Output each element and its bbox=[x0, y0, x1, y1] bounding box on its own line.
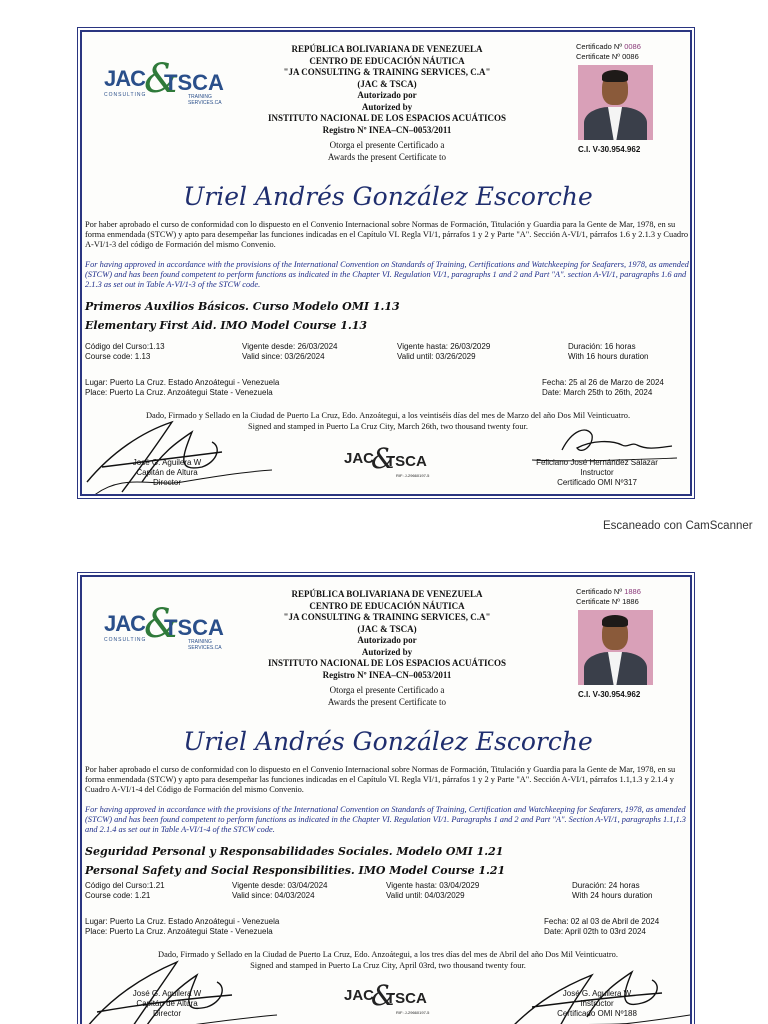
stamp-jac: JAC bbox=[344, 450, 375, 467]
jac-tsca-logo bbox=[104, 603, 234, 653]
header-line: Autorizado por bbox=[357, 635, 417, 645]
header-line: Awards the present Certificate to bbox=[327, 151, 447, 162]
valid-from-es: Vigente desde: 26/03/2024 bbox=[242, 342, 338, 351]
header-line: Otorga el presente Certificado a bbox=[329, 140, 445, 150]
place-en: Place: Puerto La Cruz. Anzoátegui State - Venezuela bbox=[85, 388, 273, 397]
logo-subtitle-left: CONSULTING bbox=[104, 92, 147, 98]
date bbox=[544, 917, 659, 937]
valid-until bbox=[397, 342, 490, 362]
valid-from-es: Vigente desde: 03/04/2024 bbox=[232, 881, 328, 890]
place bbox=[85, 917, 279, 937]
duration-es: Duración: 24 horas bbox=[572, 881, 640, 890]
stamp-rif: RIF: J-29660197-5 bbox=[396, 473, 430, 478]
stamp-ampersand: & bbox=[371, 442, 396, 475]
header-line: CENTRO DE EDUCACIÓN NÁUTICA bbox=[309, 600, 465, 611]
given-statement-en: Signed and stamped in Puerto La Cruz City, April 03rd, two thousand twenty four. bbox=[250, 961, 526, 970]
course-code bbox=[85, 881, 165, 901]
stamp-ampersand: & bbox=[371, 979, 396, 1012]
stamp-rif: RIF: J-29660197-5 bbox=[396, 1010, 430, 1015]
valid-until-es: Vigente hasta: 03/04/2029 bbox=[386, 881, 480, 890]
logo-ampersand: & bbox=[144, 601, 180, 647]
valid-from-en: Valid since: 04/03/2024 bbox=[232, 891, 315, 900]
camscanner-watermark: Escaneado con CamScanner bbox=[603, 520, 753, 532]
logo-subtitle-right: TRAINING SERVICES.CA bbox=[188, 639, 222, 651]
header-line: (JAC & TSCA) bbox=[357, 623, 417, 634]
header-line: INSTITUTO NACIONAL DE LOS ESPACIOS ACUÁTICOS bbox=[268, 658, 506, 668]
certificate-label: Certificado Nº bbox=[576, 42, 623, 51]
logo-subtitle-right: TRAINING SERVICES.CA bbox=[188, 94, 222, 106]
valid-from bbox=[242, 342, 338, 362]
signature-instructor bbox=[512, 989, 682, 1019]
stamp-logo bbox=[344, 442, 440, 482]
certificate bbox=[80, 575, 692, 1024]
date-es: Fecha: 25 al 26 de Marzo de 2024 bbox=[542, 378, 664, 387]
header-line: Autorized by bbox=[361, 646, 413, 657]
signature-instructor bbox=[512, 458, 682, 488]
header-line: "JA CONSULTING & TRAINING SERVICES, C.A" bbox=[283, 612, 491, 622]
recipient-name: Uriel Andrés González Escorche bbox=[183, 727, 593, 756]
logo-tsca-text: TSCA bbox=[164, 70, 224, 95]
certificate-label-en: Certificate Nº 1886 bbox=[576, 596, 639, 606]
place-es: Lugar: Puerto La Cruz. Estado Anzoátegui - Venezuela bbox=[85, 378, 280, 387]
given-statement bbox=[82, 410, 692, 432]
course-title-english: Personal Safety and Social Responsibilities. IMO Model Course 1.21 bbox=[85, 864, 506, 877]
signer-role: Instructor bbox=[580, 468, 614, 477]
duration bbox=[572, 881, 653, 901]
statement-spanish: Por haber aprobado el curso de conformidad con lo dispuesto en el Convenio Internacional sobre Normas de Formación, Titulación y Guardia para la Gente de Mar, 1978, en su forma enmendada (STCW) y apto para desempeñar las funciones indicadas en el Capítulo VI. Regla VI/1, párrafos 1 y 2 y Parte "A". Sección A-VI/1, párrafos 1.6 y 2.1.3 y Cuadro A-VI/1-3 del código de Formación del mismo Convenio. bbox=[85, 220, 689, 250]
header-line: Otorga el presente Certificado a bbox=[329, 685, 445, 695]
stamp-tsca: TSCA bbox=[386, 990, 427, 1007]
statement-spanish: Por haber aprobado el curso de conformidad con lo dispuesto en el Convenio Internacional sobre Normas de Formación, Titulación y Guardia para la Gente de Mar, 1978, en su forma enmendada (STCW) y apto para desempeñar las funciones indicadas en el Capítulo VI. Regla VI/1, párrafos 1 y 2 y Parte "A". Sección A-VI/1, párrafos 1.1,1.3 y 2.1.4 y Cuadro A-VI/1-4 del Código de Formación del mismo Convenio. bbox=[85, 765, 676, 795]
signature-director bbox=[102, 458, 232, 488]
header-line: Registro Nº INEA–CN–0053/2011 bbox=[322, 669, 452, 680]
certificate-label-en: Certificate Nº 0086 bbox=[576, 51, 639, 61]
given-statement-es: Dado, Firmado y Sellado en la Ciudad de Puerto La Cruz, Edo. Anzoátegui, a los veintiséis días del mes de Marzo del año Dos Mil Veinticuatro. bbox=[145, 411, 631, 420]
valid-until-en: Valid until: 04/03/2029 bbox=[386, 891, 465, 900]
certificate-header bbox=[252, 44, 522, 163]
header-line: Registro Nº INEA–CN–0053/2011 bbox=[322, 124, 452, 135]
signature-director bbox=[102, 989, 232, 1019]
course-code-en: Course code: 1.13 bbox=[85, 352, 151, 361]
logo-subtitle-left: CONSULTING bbox=[104, 637, 147, 643]
given-statement bbox=[82, 949, 692, 971]
course-code-en: Course code: 1.21 bbox=[85, 891, 151, 900]
header-line: REPÚBLICA BOLIVARIANA DE VENEZUELA bbox=[291, 44, 483, 54]
signer-title: Director bbox=[152, 478, 181, 487]
given-statement-en: Signed and stamped in Puerto La Cruz City, March 26th, two thousand twenty four. bbox=[248, 422, 528, 431]
statement-english: For having approved in accordance with the provisions of the International Convention on Standards of Training, Certification and Watchkeeping for Seafarers, 1978, as amended (STCW) and has been found competent to perform functions as indicated in the Chapter VI. Regulation VI/1. Paragraphs 1 and 2 and Part "A". Section A-VI/1, paragraphs 1.1,1.3 and 2.1.4 as set out in Table A-VI/1-4 of the STCW code. bbox=[85, 805, 686, 835]
header-line: (JAC & TSCA) bbox=[357, 78, 417, 89]
valid-until-es: Vigente hasta: 26/03/2029 bbox=[397, 342, 491, 351]
course-title-spanish: Seguridad Personal y Responsabilidades Sociales. Modelo OMI 1.21 bbox=[85, 845, 504, 858]
place-en: Place: Puerto La Cruz. Anzoátegui State - Venezuela bbox=[85, 927, 273, 936]
certificate-header bbox=[252, 589, 522, 708]
stamp-jac: JAC bbox=[344, 987, 375, 1004]
stamp-tsca: TSCA bbox=[386, 453, 427, 470]
signer-name: José G. Aguilera W bbox=[562, 989, 632, 998]
logo-jac-text: JAC bbox=[104, 66, 146, 91]
jac-tsca-logo bbox=[104, 58, 234, 108]
valid-until-en: Valid until: 03/26/2029 bbox=[397, 352, 476, 361]
course-code bbox=[85, 342, 165, 362]
id-number: C.I. V-30.954.962 bbox=[578, 690, 641, 699]
header-line: Awards the present Certificate to bbox=[327, 696, 447, 707]
date-en: Date: March 25th to 26th, 2024 bbox=[542, 388, 653, 397]
course-code-es: Código del Curso:1.21 bbox=[85, 881, 165, 890]
course-title-spanish: Primeros Auxilios Básicos. Curso Modelo OMI 1.13 bbox=[85, 300, 400, 313]
signer-name: José G. Aguilera W bbox=[132, 458, 202, 467]
place bbox=[85, 378, 279, 398]
duration-en: With 24 hours duration bbox=[572, 891, 653, 900]
place-es: Lugar: Puerto La Cruz. Estado Anzoátegui - Venezuela bbox=[85, 917, 280, 926]
recipient-name: Uriel Andrés González Escorche bbox=[183, 182, 593, 211]
valid-from-en: Valid since: 03/26/2024 bbox=[242, 352, 325, 361]
duration-es: Duración: 16 horas bbox=[568, 342, 636, 351]
date-en: Date: April 02th to 03rd 2024 bbox=[544, 927, 646, 936]
certificate-number-block bbox=[576, 587, 686, 606]
signer-name: José G. Aguilera W bbox=[132, 989, 202, 998]
holder-photo bbox=[578, 610, 653, 685]
valid-until bbox=[386, 881, 479, 901]
logo-jac-text: JAC bbox=[104, 611, 146, 636]
signer-title: Director bbox=[152, 1009, 181, 1018]
signer-certificate: Certificado OMI Nº317 bbox=[557, 478, 637, 487]
signer-name: Feliciano José Hernández Salazar bbox=[536, 458, 658, 467]
header-line: CENTRO DE EDUCACIÓN NÁUTICA bbox=[309, 55, 465, 66]
given-statement-es: Dado, Firmado y Sellado en la Ciudad de Puerto La Cruz, Edo. Anzoátegui, a los tres días del mes de Abril del año Dos Mil Veinticuatro. bbox=[158, 950, 618, 959]
duration bbox=[568, 342, 649, 362]
logo-tsca-text: TSCA bbox=[164, 615, 224, 640]
stamp-logo bbox=[344, 979, 440, 1019]
id-number: C.I. V-30.954.962 bbox=[578, 145, 641, 154]
header-line: Autorizado por bbox=[357, 90, 417, 100]
course-code-es: Código del Curso:1.13 bbox=[85, 342, 165, 351]
header-line: "JA CONSULTING & TRAINING SERVICES, C.A" bbox=[283, 67, 491, 77]
certificate-label: Certificado Nº bbox=[576, 587, 623, 596]
statement-english: For having approved in accordance with the provisions of the International Convention on Standards of Training, Certifications and Watchkeeping for Seafarers, 1978, as amended (STCW) and has been found competent to perform functions as indicated in the Chapter VI. Regulation VI/1, paragraphs 1 and 2 and Part "A". section A-VI/1, paragraphs 1.6 and 2.1.3 as set out in Table A-VI/1-3 of the STCW code. bbox=[85, 260, 689, 290]
date-es: Fecha: 02 al 03 de Abril de 2024 bbox=[544, 917, 660, 926]
header-line: REPÚBLICA BOLIVARIANA DE VENEZUELA bbox=[291, 589, 483, 599]
course-title-english: Elementary First Aid. IMO Model Course 1.13 bbox=[85, 319, 368, 332]
certificate-number: 0086 bbox=[624, 42, 641, 51]
certificate-number: 1886 bbox=[624, 587, 641, 596]
signer-role: Capitán de Altura bbox=[136, 999, 198, 1008]
valid-from bbox=[232, 881, 328, 901]
holder-photo bbox=[578, 65, 653, 140]
certificate bbox=[80, 30, 692, 496]
logo-ampersand: & bbox=[144, 56, 180, 102]
certificate-number-block bbox=[576, 42, 686, 61]
signer-role: Instructor bbox=[580, 999, 614, 1008]
header-line: INSTITUTO NACIONAL DE LOS ESPACIOS ACUÁTICOS bbox=[268, 113, 506, 123]
signer-role: Capitán de Altura bbox=[136, 468, 198, 477]
date bbox=[542, 378, 664, 398]
header-line: Autorized by bbox=[361, 101, 413, 112]
signer-certificate: Certificado OMI Nº188 bbox=[557, 1009, 637, 1018]
duration-en: With 16 hours duration bbox=[568, 352, 649, 361]
